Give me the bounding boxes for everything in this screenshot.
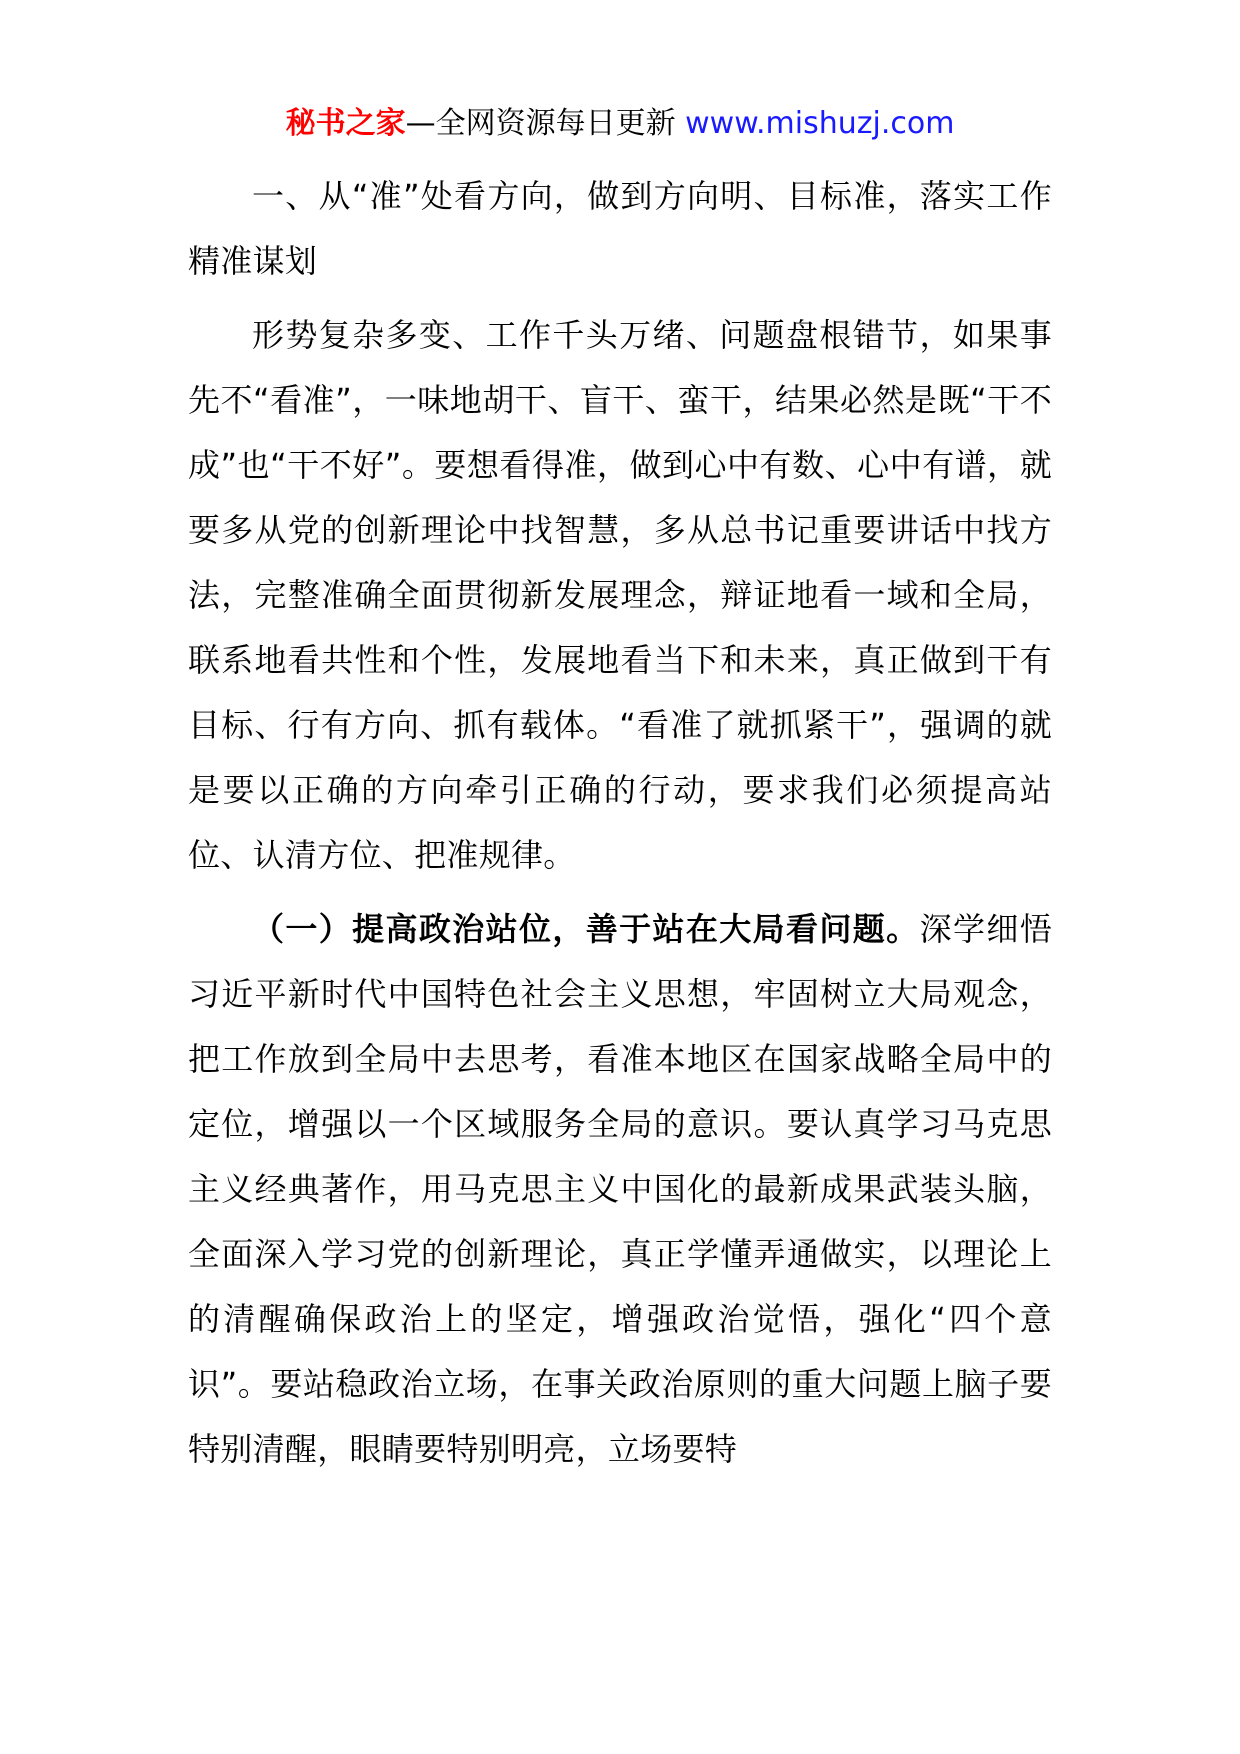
paragraph: 形势复杂多变、工作千头万绪、问题盘根错节，如果事先不“看准”，一味地胡干、盲干、蛮干，结果必然是既“干不成”也“干不好”。要想看得准，做到心中有数、心中有谱，就要多从党的创新理论中找智慧，多从总书记重要讲话中找方法，完整准确全面贯彻新发展理念，辩证地看一域和全局，联系地看共性和个性，发展地看当下和未来，真正做到干有目标、行有方向、抓有载体。“看准了就抓紧干”，强调的就是要以正确的方向牵引正确的行动，要求我们必须提高站位、认清方位、把准规律。 — [188, 316, 1052, 874]
document-body — [188, 164, 1052, 1482]
paragraph-text: 深学细悟习近平新时代中国特色社会主义思想，牢固树立大局观念，把工作放到全局中去思考，看准本地区在国家战略全局中的定位，增强以一个区域服务全局的意识。要认真学习马克思主义经典著作，用马克思主义中国化的最新成果武装头脑，全面深入学习党的创新理论，真正学懂弄通做实，以理论上的清醒确保政治上的坚定，增强政治觉悟，强化“四个意识”。要站稳政治立场，在事关政治原则的重大问题上脑子要特别清醒，眼睛要特别明亮，立场要特 — [188, 910, 1052, 1468]
site-url-link[interactable]: www.mishuzj.com — [685, 106, 955, 141]
site-brand: 秘书之家 — [285, 106, 406, 141]
subheading: （一）提高政治站位，善于站在大局看问题。 — [252, 910, 920, 948]
paragraph-with-subheading — [188, 897, 1052, 1482]
site-header-banner — [0, 104, 1240, 144]
site-slogan: —全网资源每日更新 — [405, 106, 686, 141]
section-heading: 一、从“准”处看方向，做到方向明、目标准，落实工作精准谋划 — [188, 177, 1052, 280]
